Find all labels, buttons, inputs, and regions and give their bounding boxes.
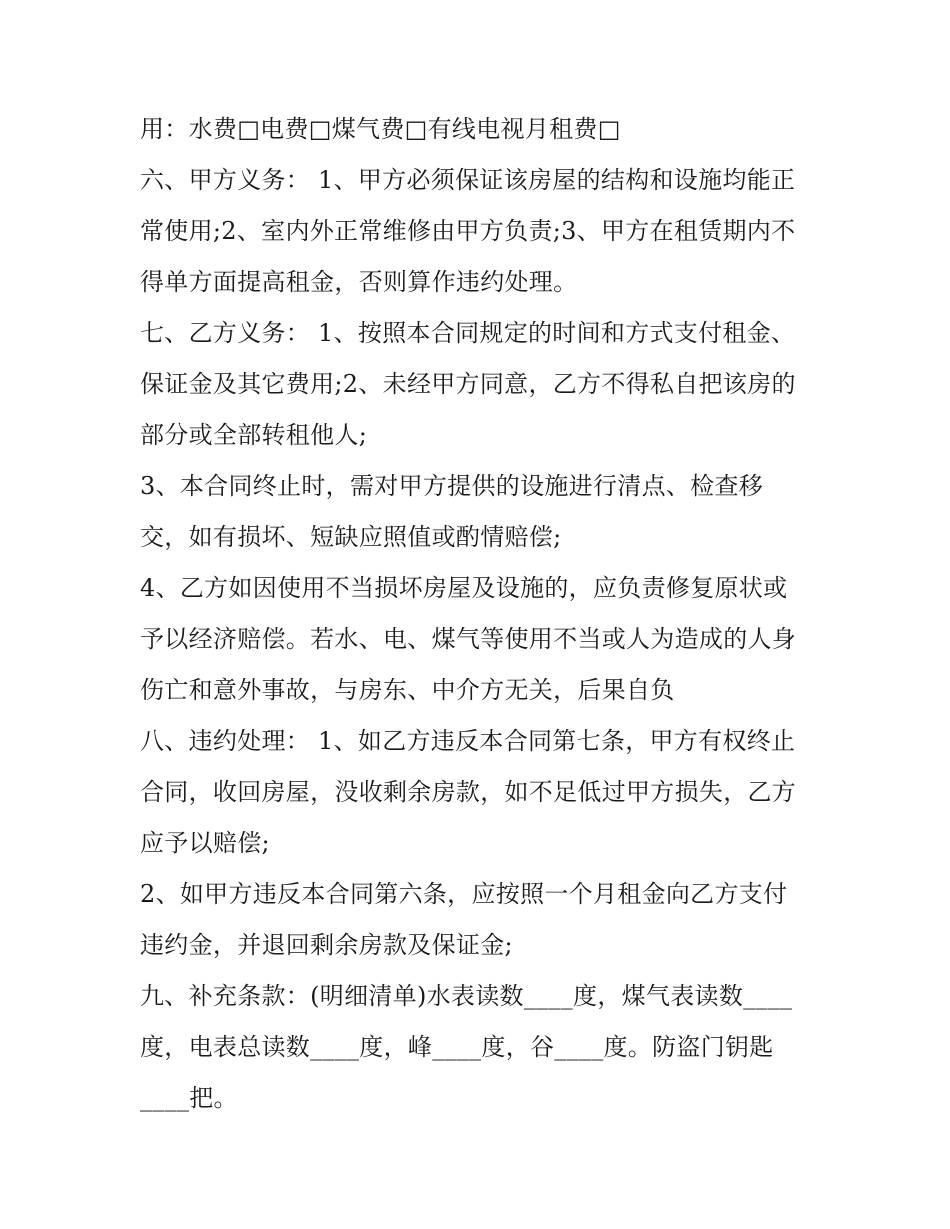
text-line: 部分或全部转租他人; bbox=[140, 421, 368, 449]
text-line: 2、如甲方违反本合同第六条，应按照一个月租金向乙方支付 bbox=[140, 880, 788, 908]
text-line: 合同，收回房屋，没收剩余房款，如不足低过甲方损失，乙方 bbox=[140, 778, 797, 806]
text-line: 六、甲方义务： 1、甲方必须保证该房屋的结构和设施均能正 bbox=[140, 166, 796, 194]
text-line: 常使用;2、室内外正常维修由甲方负责;3、甲方在租赁期内不 bbox=[140, 217, 796, 245]
text-line: 得单方面提高租金，否则算作违约处理。 bbox=[140, 268, 578, 296]
text-line: 七、乙方义务： 1、按照本合同规定的时间和方式支付租金、 bbox=[140, 319, 796, 347]
text-line: 应予以赔偿; bbox=[140, 829, 270, 857]
text-line: 用：水费□电费□煤气费□有线电视月租费□ bbox=[140, 115, 621, 143]
text-line: 违约金，并退回剩余房款及保证金; bbox=[140, 931, 513, 959]
text-line: 八、违约处理： 1、如乙方违反本合同第七条，甲方有权终止 bbox=[140, 727, 796, 755]
text-line: 保证金及其它费用;2、未经甲方同意，乙方不得私自把该房的 bbox=[140, 370, 796, 398]
text-line: 交，如有损坏、短缺应照值或酌情赔偿; bbox=[140, 523, 562, 551]
text-line: ____把。 bbox=[140, 1084, 238, 1112]
text-line: 3、本合同终止时，需对甲方提供的设施进行清点、检查移 bbox=[140, 472, 764, 500]
text-line: 伤亡和意外事故，与房东、中介方无关，后果自负 bbox=[140, 676, 675, 704]
text-line: 九、补充条款：(明细清单)水表读数____度，煤气表读数____ bbox=[140, 982, 793, 1010]
text-line: 4、乙方如因使用不当损坏房屋及设施的，应负责修复原状或 bbox=[140, 574, 788, 602]
text-line: 度，电表总读数____度，峰____度，谷____度。防盗门钥匙 bbox=[140, 1033, 774, 1061]
text-line: 予以经济赔偿。若水、电、煤气等使用不当或人为造成的人身 bbox=[140, 625, 797, 653]
document-body bbox=[140, 104, 830, 1124]
